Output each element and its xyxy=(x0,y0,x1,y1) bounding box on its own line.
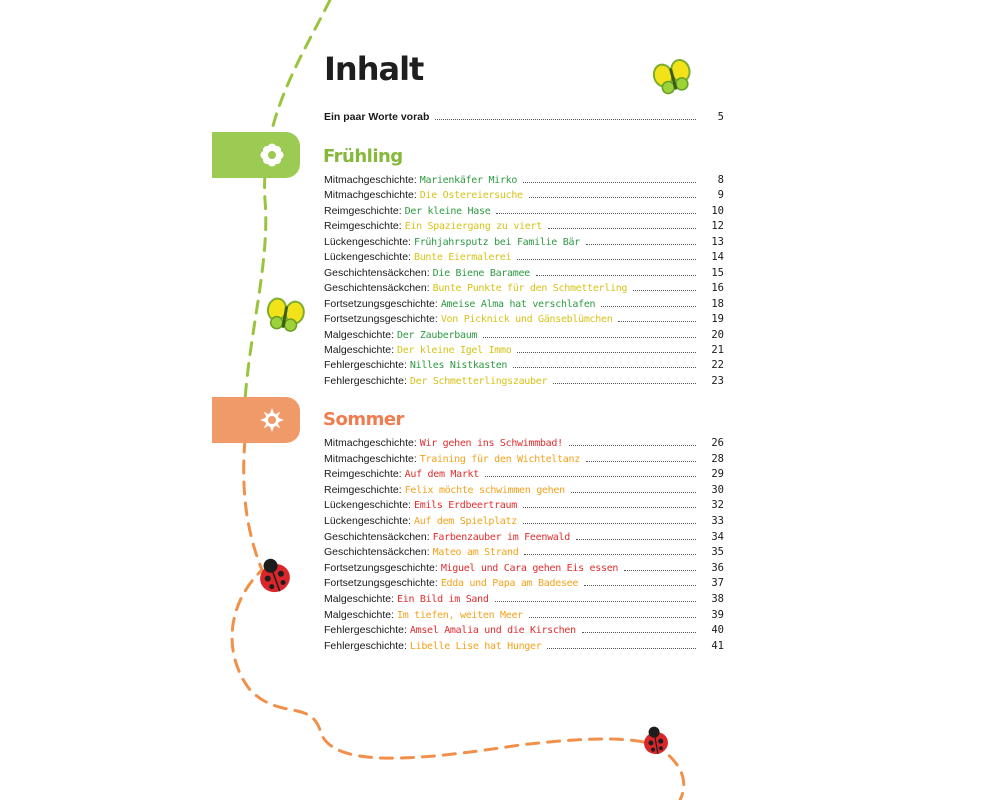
entry-page-number: 26 xyxy=(711,437,724,449)
toc-entry xyxy=(324,329,724,344)
dot-leader xyxy=(517,351,696,353)
entry-type: Reimgeschichte: xyxy=(324,220,402,233)
entry-type: Fortsetzungsgeschichte: xyxy=(324,577,438,590)
entry-page-number: 12 xyxy=(711,220,724,233)
dot-leader xyxy=(586,460,696,462)
entry-page-number: 9 xyxy=(717,189,724,202)
entry-type: Mitmachgeschichte: xyxy=(324,452,417,465)
entry-type: Mitmachgeschichte: xyxy=(324,437,417,449)
entry-type: Reimgeschichte: xyxy=(324,468,402,481)
entry-story-title: Felix möchte schwimmen gehen xyxy=(404,484,565,496)
entry-story-title: Ein Spaziergang zu viert xyxy=(404,221,542,233)
entry-page-number: 22 xyxy=(711,359,724,372)
entry-page-number: 32 xyxy=(711,499,724,512)
dot-leader xyxy=(513,366,696,368)
entry-story-title: Auf dem Markt xyxy=(404,469,479,481)
dot-leader xyxy=(523,506,696,508)
entry-story-title: Farbenzauber im Feenwald xyxy=(432,531,570,543)
dot-leader xyxy=(548,227,696,229)
toc-entry xyxy=(324,267,724,282)
entry-page-number: 8 xyxy=(717,174,724,186)
dot-leader xyxy=(582,631,696,633)
entry-story-title: Die Ostereiersuche xyxy=(419,190,523,202)
toc-entry xyxy=(324,313,724,328)
entry-story-title: Bunte Eiermalerei xyxy=(413,252,512,264)
toc-entry xyxy=(324,531,724,546)
dot-leader xyxy=(584,584,696,586)
entry-page-number: 19 xyxy=(711,313,724,326)
entry-page-number: 13 xyxy=(711,235,724,248)
entry-page-number: 33 xyxy=(711,515,724,527)
toc-entry xyxy=(324,359,724,374)
entry-page-number: 16 xyxy=(711,282,724,295)
toc-entry xyxy=(324,205,724,220)
dot-leader xyxy=(618,320,696,322)
dot-leader xyxy=(523,181,696,183)
tab-sommer xyxy=(212,397,300,443)
entry-story-title: Ameise Alma hat verschlafen xyxy=(440,298,596,310)
dot-leader xyxy=(496,212,696,214)
entry-type: Fehlergeschichte: xyxy=(324,359,407,372)
toc-entry xyxy=(324,344,724,359)
entry-type: Lückengeschichte: xyxy=(324,515,411,527)
toc-entry xyxy=(324,468,724,483)
section-heading-fruehling: Frühling xyxy=(323,146,403,167)
page-title: Inhalt xyxy=(324,50,424,88)
toc-entry xyxy=(324,609,724,624)
entry-story-title: Miguel und Cara gehen Eis essen xyxy=(440,562,619,574)
entry-story-title: Libelle Lise hat Hunger xyxy=(409,640,542,652)
entry-type: Geschichtensäckchen: xyxy=(324,282,430,295)
intro-page-number: 5 xyxy=(717,111,724,123)
entry-page-number: 14 xyxy=(711,251,724,264)
entry-story-title: Emils Erdbeertraum xyxy=(413,500,517,512)
entry-page-number: 20 xyxy=(711,328,724,341)
toc-entry xyxy=(324,375,724,390)
entry-story-title: Frühjahrsputz bei Familie Bär xyxy=(413,236,580,248)
dot-leader xyxy=(601,305,696,307)
entry-story-title: Nilles Nistkasten xyxy=(409,360,508,372)
flower-icon xyxy=(259,142,285,168)
entry-type: Malgeschichte: xyxy=(324,343,395,356)
dot-leader xyxy=(576,538,696,540)
sun-icon xyxy=(259,407,285,433)
dot-leader xyxy=(536,274,696,276)
entry-type: Fortsetzungsgeschichte: xyxy=(324,313,438,326)
entry-type: Geschichtensäckchen: xyxy=(324,530,430,543)
entry-story-title: Amsel Amalia und die Kirschen xyxy=(409,625,576,637)
entry-page-number: 36 xyxy=(711,561,724,574)
toc-entry xyxy=(324,515,724,530)
entry-page-number: 18 xyxy=(711,297,724,310)
entry-story-title: Der kleine Igel Immo xyxy=(397,344,512,356)
entry-type: Mitmachgeschichte: xyxy=(324,189,417,202)
toc-entry xyxy=(324,282,724,297)
section-heading-sommer: Sommer xyxy=(323,409,404,430)
toc-entry xyxy=(324,174,724,189)
entry-page-number: 35 xyxy=(711,546,724,559)
entry-type: Geschichtensäckchen: xyxy=(324,546,430,559)
entry-type: Mitmachgeschichte: xyxy=(324,174,417,186)
dot-leader xyxy=(529,616,696,618)
entry-type: Fehlergeschichte: xyxy=(324,624,407,637)
dot-leader xyxy=(571,491,696,493)
dot-leader xyxy=(495,600,696,602)
dot-leader xyxy=(569,444,696,446)
dot-leader xyxy=(624,569,696,571)
entry-page-number: 15 xyxy=(711,266,724,279)
toc-entry xyxy=(324,499,724,514)
entry-page-number: 23 xyxy=(711,374,724,387)
entry-page-number: 21 xyxy=(711,343,724,356)
butterfly-icon xyxy=(651,58,694,96)
entry-type: Malgeschichte: xyxy=(324,328,395,341)
entry-story-title: Von Picknick und Gänseblümchen xyxy=(440,314,613,326)
entry-page-number: 41 xyxy=(711,639,724,652)
entry-type: Reimgeschichte: xyxy=(324,204,402,217)
entry-type: Malgeschichte: xyxy=(324,608,395,621)
entry-type: Fehlergeschichte: xyxy=(324,639,407,652)
entry-story-title: Der Zauberbaum xyxy=(397,329,478,341)
dot-leader xyxy=(524,553,696,555)
entry-story-title: Wir gehen ins Schwimmbad! xyxy=(419,438,563,449)
toc-entry xyxy=(324,562,724,577)
toc-entry xyxy=(324,640,724,655)
entry-story-title: Mateo am Strand xyxy=(432,547,519,559)
toc-intro-row xyxy=(324,111,724,126)
toc-entry xyxy=(324,546,724,561)
entry-page-number: 37 xyxy=(711,577,724,590)
toc-entry xyxy=(324,298,724,313)
dot-leader xyxy=(586,243,696,245)
entry-type: Fortsetzungsgeschichte: xyxy=(324,297,438,310)
entry-page-number: 28 xyxy=(711,452,724,465)
entry-page-number: 30 xyxy=(711,483,724,496)
entry-type: Geschichtensäckchen: xyxy=(324,266,430,279)
entry-story-title: Marienkäfer Mirko xyxy=(419,175,518,186)
entry-story-title: Im tiefen, weiten Meer xyxy=(397,609,523,621)
ladybug-icon xyxy=(254,554,294,596)
entry-type: Malgeschichte: xyxy=(324,593,395,605)
butterfly-icon xyxy=(265,297,306,333)
entry-story-title: Der kleine Hase xyxy=(404,205,491,217)
dot-leader xyxy=(633,289,696,291)
entry-page-number: 38 xyxy=(711,593,724,605)
entry-type: Fehlergeschichte: xyxy=(324,374,407,387)
entry-type: Reimgeschichte: xyxy=(324,483,402,496)
toc-entry xyxy=(324,593,724,608)
entry-type: Lückengeschichte: xyxy=(324,499,411,512)
intro-label: Ein paar Worte vorab xyxy=(324,111,430,123)
tab-fruehling xyxy=(212,132,300,178)
dot-leader xyxy=(523,522,696,524)
entry-page-number: 40 xyxy=(711,624,724,637)
dot-leader xyxy=(517,258,696,260)
entry-type: Lückengeschichte: xyxy=(324,251,411,264)
dot-leader xyxy=(485,475,696,477)
entry-story-title: Die Biene Baramee xyxy=(432,267,530,279)
ladybug-icon xyxy=(641,725,669,756)
entry-page-number: 34 xyxy=(711,530,724,543)
toc-entry xyxy=(324,453,724,468)
toc-entry xyxy=(324,236,724,251)
toc-entry xyxy=(324,577,724,592)
entry-story-title: Ein Bild im Sand xyxy=(397,594,489,605)
entry-story-title: Training für den Wichteltanz xyxy=(419,453,580,465)
green-dashed-path xyxy=(245,0,330,400)
toc-entry xyxy=(324,189,724,204)
dot-leader xyxy=(553,382,696,384)
entry-type: Lückengeschichte: xyxy=(324,235,411,248)
toc-entry xyxy=(324,484,724,499)
entry-story-title: Bunte Punkte für den Schmetterling xyxy=(432,283,628,295)
entry-page-number: 10 xyxy=(711,204,724,217)
toc-entry xyxy=(324,437,724,452)
dot-leader xyxy=(529,196,696,198)
entry-story-title: Der Schmetterlingszauber xyxy=(409,375,548,387)
entry-page-number: 39 xyxy=(711,608,724,621)
entry-page-number: 29 xyxy=(711,468,724,481)
toc-entry xyxy=(324,251,724,266)
entry-story-title: Auf dem Spielplatz xyxy=(413,516,517,527)
dot-leader xyxy=(483,336,696,338)
dot-leader xyxy=(435,118,696,120)
entry-type: Fortsetzungsgeschichte: xyxy=(324,561,438,574)
toc-entry xyxy=(324,220,724,235)
entry-story-title: Edda und Papa am Badesee xyxy=(440,578,579,590)
dot-leader xyxy=(547,647,696,649)
toc-entry xyxy=(324,624,724,639)
